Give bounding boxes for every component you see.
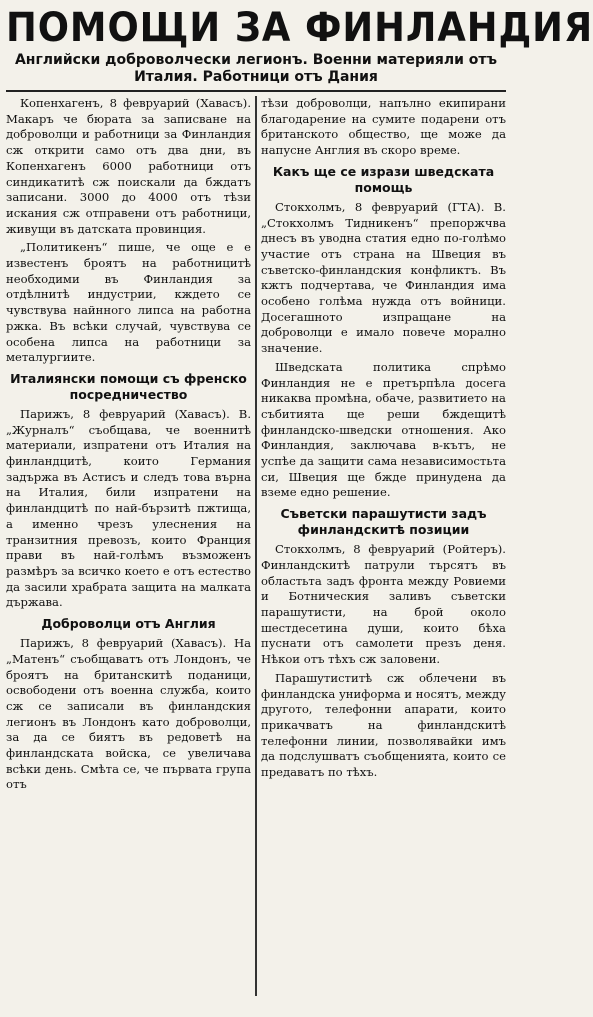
right-paragraph: Стокхолмъ, 8 февруарий (Ройтеръ). Финландскитѣ патрули търсятъ въ областьта задъ фронта между Ровиеми и Ботническия заливъ съветски парашутисти, на брой около шестдесетина души, които бѣха пуснати отъ самолети презъ деня. Нѣкои отъ тѣхъ сж заловени. [260, 542, 506, 667]
left-paragraph: „Политикенъ“ пише, че още е е известенъ броятъ на работницитѣ необходими въ Финландия за отдѣлнитѣ индустрии, кждето се чувствува найнного липса на работна ржка. Въ всѣки случай, чувствува се особена липса на работници за металургиите. [6, 240, 252, 365]
right-paragraph: Шведската политика спрѣмо Финландия не е претърпѣла досега никаква промѣна, обаче, развитието на събитията ще реши бждещитѣ финландско-шведски отношения. Ако Финландия, заключава в-кътъ, не успѣе да защити сама независимостьта си, Швеция ще бжде принудена да вземе едно решение. [260, 359, 506, 500]
left-heading: Доброволци отъ Англия [41, 616, 216, 632]
left-paragraph: Копенхагенъ, 8 февруарий (Хавасъ). Макаръ че бюрата за записване на доброволци и работници за Финландия сж открити само отъ два дни, въ Копенхагенъ 6000 работници отъ синдикатитѣ сж поискали да бждатъ записани. 3000 до 4000 отъ тѣзи искания сж отправени отъ работници, живущи въ датската провинция. [6, 96, 252, 236]
column-divider [255, 96, 257, 996]
right-column [261, 96, 506, 996]
right-paragraph: тѣзи доброволци, напълно екипирани благодарение на сумите подарени отъ британското общество, ще може да напусне Англия въ скоро време. [260, 96, 506, 158]
left-paragraph: Парижъ, 8 февруарий (Хавасъ). На „Матенъ“ съобщаватъ отъ Лондонъ, че броятъ на британскитѣ поданици, освободени отъ военна служба, които сж се записали въ финландския легионъ въ Лондонъ като доброволци, за да се биятъ въ редоветѣ на финландската войска, се увеличава всѣки день. Смѣта се, че първата група отъ [6, 636, 252, 792]
article-columns [6, 96, 506, 996]
right-paragraph: Стокхолмъ, 8 февруарий (ГТА). В. „Стокхолмъ Тидникенъ“ препоржчва днесъ въ уводна статия едно по-голѣмо участие отъ страна на Швеция въ съветско-финландския конфликтъ. Въ кжтъ подчертава, че Финландия има особено голѣма нужда отъ войници. Досегашното изпращане на доброволци е имало повече морално значение. [260, 199, 506, 356]
left-column [6, 96, 251, 996]
right-heading: Какъ ще се изрази шведската помощь [272, 163, 495, 195]
subheadline: Английски доброволчески легионъ. Военни материяли отъ Италия. Работници отъ Дания [14, 52, 498, 85]
right-heading: Съветски парашутисти задъ финландскитѣ позиции [280, 506, 487, 538]
left-paragraph: Парижъ, 8 февруарий (Хавасъ). В. „Журналъ“ съобщава, че военнитѣ материали, изпратени отъ Италия на финландцитѣ, които Германия задържа въ Астисъ и следъ това върна на Италия, били изпратени на финландцитѣ по най-бързитѣ пжтища, а именно чрезъ улеснения на транзитния превозъ, които Франция прави въ най-голѣмъ възможенъ размѣръ за всичко което е отъ естество да засили храбрата защита на малката държава. [6, 406, 252, 610]
right-paragraph: Парашутиститѣ сж облечени въ финландска униформа и носятъ, между другото, телефонни апарати, които прикачватъ на финландскитѣ телефонни линии, позволявайки имъ да подслушватъ съобщенията, които се предаватъ по тѣхъ. [260, 670, 506, 780]
headline-rule [6, 90, 506, 92]
headline: ПОМОЩИ ЗА ФИНЛАНДИЯ [6, 5, 593, 51]
left-heading: Италиянски помощи съ френско посредничество [10, 370, 247, 402]
